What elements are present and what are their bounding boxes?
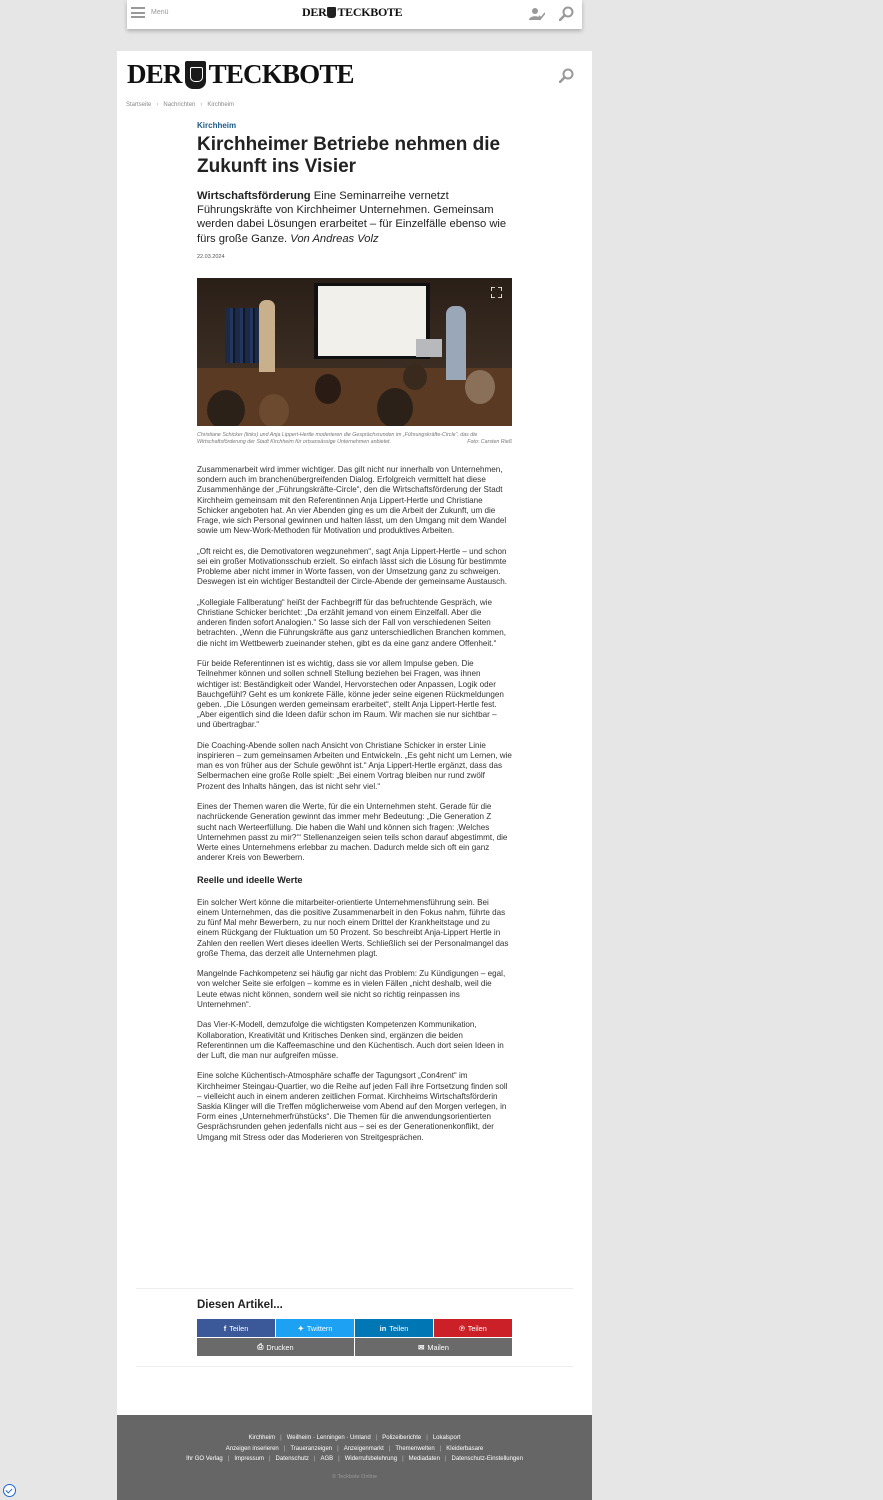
divider xyxy=(136,1288,573,1289)
pinterest-icon: ℗ xyxy=(459,1323,465,1333)
speaker-left xyxy=(259,300,275,372)
menu-button[interactable] xyxy=(131,7,169,18)
footer-link[interactable]: Mediadaten xyxy=(408,1456,440,1462)
article-photo[interactable] xyxy=(197,278,512,426)
paragraph: Mangelnde Fachkompetenz sei häufig gar nicht das Problem: Zu Kündigungen – egal, von welcher Seite sie erfolgen – komme es in vielen Fällen „nicht deshalb, weil die Leute etwas nicht können, sondern weil sie nicht so richtig reinpassen ins Unternehmen“. xyxy=(197,969,506,1009)
site-logo-small[interactable] xyxy=(302,5,402,20)
footer-link[interactable]: Anzeigen inserieren xyxy=(225,1446,279,1452)
article-header xyxy=(197,121,512,260)
twitter-share-button[interactable] xyxy=(276,1319,354,1337)
paragraph: „Oft reicht es, die Demotivatoren wegzunehmen“, sagt Anja Lippert-Hertle – und schon sei ein großer Motivationsschub erzielt. So einfach lässt sich die Lösung für bestimmte Probleme aber nicht immer in Worte fassen, von der Umsetzung ganz zu schweigen. Deswegen ist ein wichtiger Bestandteil der Circle-Abende der gemeinsame Austausch. xyxy=(197,546,507,587)
laptop xyxy=(416,339,442,357)
caption-text: Christiane Schicker (links) und Anja Lippert-Hertle moderieren die Gesprächsrunden im „Führungskräfte-Circle“, das die Wirtschaftsförderung der Stadt Kirchheim für ortsansässige Unternehmen anbietet. xyxy=(197,432,478,445)
paragraph: „Kollegiale Fallberatung“ heißt der Fachbegriff für das befruchtende Gespräch, wie Christiane Schicker berichtet: „Da erzählt jemand von einem Einzelfall. Aber die anderen finden sofort Analogien.“ So lasse sich der Fall von verschiedenen Seiten betrachten. „Wenn die Führungskräfte aus ganz unterschiedlichen Branchen kommen, die nicht im Wettbewerb zueinander stehen, gibt es da eine ganz andere Offenheit.“ xyxy=(197,597,506,648)
print-button[interactable] xyxy=(197,1338,354,1356)
footer-links-row: Anzeigen inserieren | Traueranzeigen | Anzeigenmarkt | Themenwelten | Kleiderbasare xyxy=(225,1446,484,1452)
presentation-slide xyxy=(318,286,426,356)
footer-link[interactable]: Impressum xyxy=(234,1456,264,1462)
footer-link[interactable]: Kleiderbasare xyxy=(446,1446,484,1452)
footer-link[interactable]: Themenwelten xyxy=(395,1446,435,1452)
article-lead xyxy=(197,189,512,246)
breadcrumb-item[interactable]: Startseite xyxy=(126,102,152,108)
share-label: Mailen xyxy=(427,1342,449,1352)
footer-link[interactable]: Weilheim · Lenningen · Umland xyxy=(286,1435,371,1441)
site-logo[interactable] xyxy=(127,59,354,90)
paragraph: Die Coaching-Abende sollen nach Ansicht von Christiane Schicker in erster Linie inspirieren – zum gemeinsamen Arbeiten und Entwickeln. „Es geht nicht um Lernen, wie man es von früher aus der Schule gewöhnt ist.“ Anja Lippert-Hertle ergänzt, dass das Selbermachen eine große Rolle spielt: „Bei einem Vortrag bleiben nur rund zwölf Prozent des Inhalts hängen, das ist nicht sehr viel.“ xyxy=(197,740,512,791)
footer-link[interactable]: Kirchheim xyxy=(248,1435,276,1441)
footer-link[interactable]: AGB xyxy=(320,1456,334,1462)
breadcrumb-item[interactable]: Nachrichten xyxy=(163,102,196,108)
footer-link[interactable]: Datenschutz xyxy=(275,1456,309,1462)
footer-link[interactable]: Polizeiberichte xyxy=(382,1435,422,1441)
user-account-icon[interactable] xyxy=(529,7,545,21)
footer-link[interactable]: Datenschutz-Einstellungen xyxy=(451,1456,523,1462)
paragraph: Eines der Themen waren die Werte, für die ein Unternehmen steht. Gerade für die nachrückende Generation gewinnt das immer mehr Bedeutung: „Die Generation Z sucht nach Werteerfüllung. Die haben die Wahl und können sich fragen: ‚Welches Unternehmen passt zu mir?‘“ Stellenanzeigen seien teils schon darauf abgestimmt, die Werte eines Unternehmens erlebbar zu machen. Dadurch melde sich oft ein ganz anderer Kreis von Bewerbern. xyxy=(197,802,508,863)
breadcrumb xyxy=(126,102,234,108)
search-icon[interactable] xyxy=(559,6,574,21)
pinterest-share-button[interactable] xyxy=(434,1319,512,1337)
paragraph: Zusammenarbeit wird immer wichtiger. Das gilt nicht nur innerhalb von Unternehmen, sondern auch im branchenübergreifenden Dialog. Erfolgreich vermittelt hat diese Zusammenhänge der „Führungskräfte-Circle“, den die Wirtschaftsförderung der Stadt Kirchheim gemeinsam mit den Referentinnen Anja Lippert-Hertle und Christiane Schicker angeboten hat. An vier Abenden ging es um die Arbeit der Zukunft, um die Frage, wie sich Personal gewinnen und halten lässt, um den Umgang mit dem Wandel sowie um New-Work-Methoden für Motivation und produktives Arbeiten. xyxy=(197,465,507,536)
search-icon[interactable] xyxy=(559,68,574,83)
article-body xyxy=(197,465,512,1153)
share-label: Drucken xyxy=(266,1342,294,1352)
footer-links-row: Ihr GO Verlag | Impressum | Datenschutz | AGB | Widerrufsbelehrung | Mediadaten | Datenschutz-Einstellungen xyxy=(186,1456,523,1462)
divider xyxy=(136,1366,573,1367)
footer-links-row: Kirchheim | Weilheim · Lenningen · Umland | Polizeiberichte | Lokalsport xyxy=(248,1435,461,1441)
footer-link[interactable]: Traueranzeigen xyxy=(290,1446,333,1452)
copyright: © Teckbote Online xyxy=(332,1474,377,1480)
linkedin-icon: in xyxy=(379,1323,387,1333)
chevron-right-icon: › xyxy=(200,102,203,108)
print-icon: ⎙ xyxy=(257,1342,264,1351)
footer-link[interactable]: Lokalsport xyxy=(432,1435,461,1441)
photo-caption xyxy=(197,432,512,446)
lead-topic: Wirtschaftsförderung xyxy=(197,190,311,202)
article-byline: Von Andreas Volz xyxy=(290,232,379,245)
photo-credit: Foto: Carsten Rieß xyxy=(467,439,512,445)
footer-link[interactable]: Widerrufsbelehrung xyxy=(344,1456,398,1462)
crest-icon xyxy=(327,7,336,18)
logo-text-left: DER xyxy=(302,5,327,19)
linkedin-share-button[interactable] xyxy=(355,1319,433,1337)
paragraph: Das Vier-K-Modell, demzufolge die wichtigsten Kompetenzen Kommunikation, Kollaboration, Kreativität und Kritisches Denken sind, ergänzen die beiden Referentinnen um die Kaffeemaschine und den Küchentisch. Auch dort seien Ideen in der Luft, die man nur aufgreifen müsse. xyxy=(197,1020,504,1060)
fullscreen-icon[interactable] xyxy=(491,287,502,298)
facebook-share-button[interactable] xyxy=(197,1319,275,1337)
page-content xyxy=(117,51,592,1415)
article-date: 22.03.2024 xyxy=(197,253,225,260)
footer-link[interactable]: Ihr GO Verlag xyxy=(186,1456,223,1462)
lead-text: Eine Seminarreihe vernetzt Führungskräfte von Kirchheimer Unternehmen. Gemeinsam werden dabei Lösungen erarbeitet – für Einzelfälle ebenso wie fürs große Ganze. xyxy=(197,190,507,245)
facebook-icon: f xyxy=(223,1323,227,1333)
paragraph: Ein solcher Wert könne die mitarbeiter-orientierte Unternehmensführung sein. Bei einem Unternehmen, das die positive Zusammenarbeit in den Fokus nahm, führte das zu fünf Mal mehr Bewerbern, zu nur noch einem Drittel der Krankheitstage und zu einem Rückgang der Fluktuation um 50 Prozent. So beschreibt Anja-Lippert Hertle in Zahlen den reellen Wert dieses ideellen Werts. Schließlich sei der Personalmangel das große Thema, das derzeit alle Unternehmen plagt. xyxy=(197,897,509,958)
twitter-icon: ✦ xyxy=(297,1323,304,1333)
chevron-right-icon: › xyxy=(156,102,159,108)
privacy-consent-icon[interactable] xyxy=(3,1484,16,1497)
footer-link[interactable]: Anzeigenmarkt xyxy=(343,1446,384,1452)
logo-text-left: DER xyxy=(127,59,182,89)
share-label: Teilen xyxy=(467,1323,487,1333)
share-label: Twittern xyxy=(306,1323,333,1333)
share-buttons xyxy=(197,1319,512,1357)
share-title: Diesen Artikel... xyxy=(197,1299,283,1311)
logo-text-right: TECKBOTE xyxy=(208,59,354,89)
article-kicker[interactable]: Kirchheim xyxy=(197,121,237,130)
article-headline: Kirchheimer Betriebe nehmen die Zukunft ins Visier xyxy=(197,134,501,177)
paragraph: Eine solche Küchentisch-Atmosphäre schaffe der Tagungsort „Con4rent“ im Kirchheimer Steingau-Quartier, wo die Reihe auf jeden Fall ihre Fortsetzung finden soll – vielleicht auch in einem anderen zeitlichen Format. Kirchheims Wirtschaftsförderin Saskia Klinger will die Treffen möglicherweise vom Abend auf den Morgen verlegen, in Form eines „Unternehmerfrühstücks“. Die Themen für die anwendungsorientierten Gesprächsrunden gehen jedenfalls nicht aus – sei es der Generationenkonflikt, der Umgang mit Stress oder das Moderieren von Streitgesprächen. xyxy=(197,1071,508,1142)
envelope-icon: ✉ xyxy=(418,1342,425,1352)
breadcrumb-item[interactable]: Kirchheim xyxy=(207,102,235,108)
share-label: Teilen xyxy=(229,1323,249,1333)
paragraph: Für beide Referentinnen ist es wichtig, dass sie vor allem Impulse geben. Die Teilnehmer können und sollen schnell Stellung beziehen bei Fragen, was ihnen wichtiger ist: Beständigkeit oder Wandel, Hervorstechen oder Anpassen, Logik oder Bauchgefühl? Geht es um konkrete Fälle, könne jeder seine eigenen Rückmeldungen geben. „Die Lösungen werden gemeinsam erarbeitet“, stellt Anja Lippert-Hertle fest. „Aber eigentlich sind die Ideen dafür schon im Raum. Wir machen sie nur sichtbar – und übertragbar.“ xyxy=(197,659,504,730)
share-label: Teilen xyxy=(389,1323,409,1333)
crest-icon xyxy=(185,61,206,89)
site-footer xyxy=(117,1415,592,1500)
sticky-header xyxy=(127,0,582,29)
mail-button[interactable] xyxy=(355,1338,512,1356)
article-subheading: Reelle und ideelle Werte xyxy=(197,874,303,885)
menu-label: Menü xyxy=(151,9,169,16)
hamburger-icon xyxy=(131,7,145,18)
speaker-right xyxy=(446,306,466,380)
logo-text-right: TECKBOTE xyxy=(337,5,403,19)
